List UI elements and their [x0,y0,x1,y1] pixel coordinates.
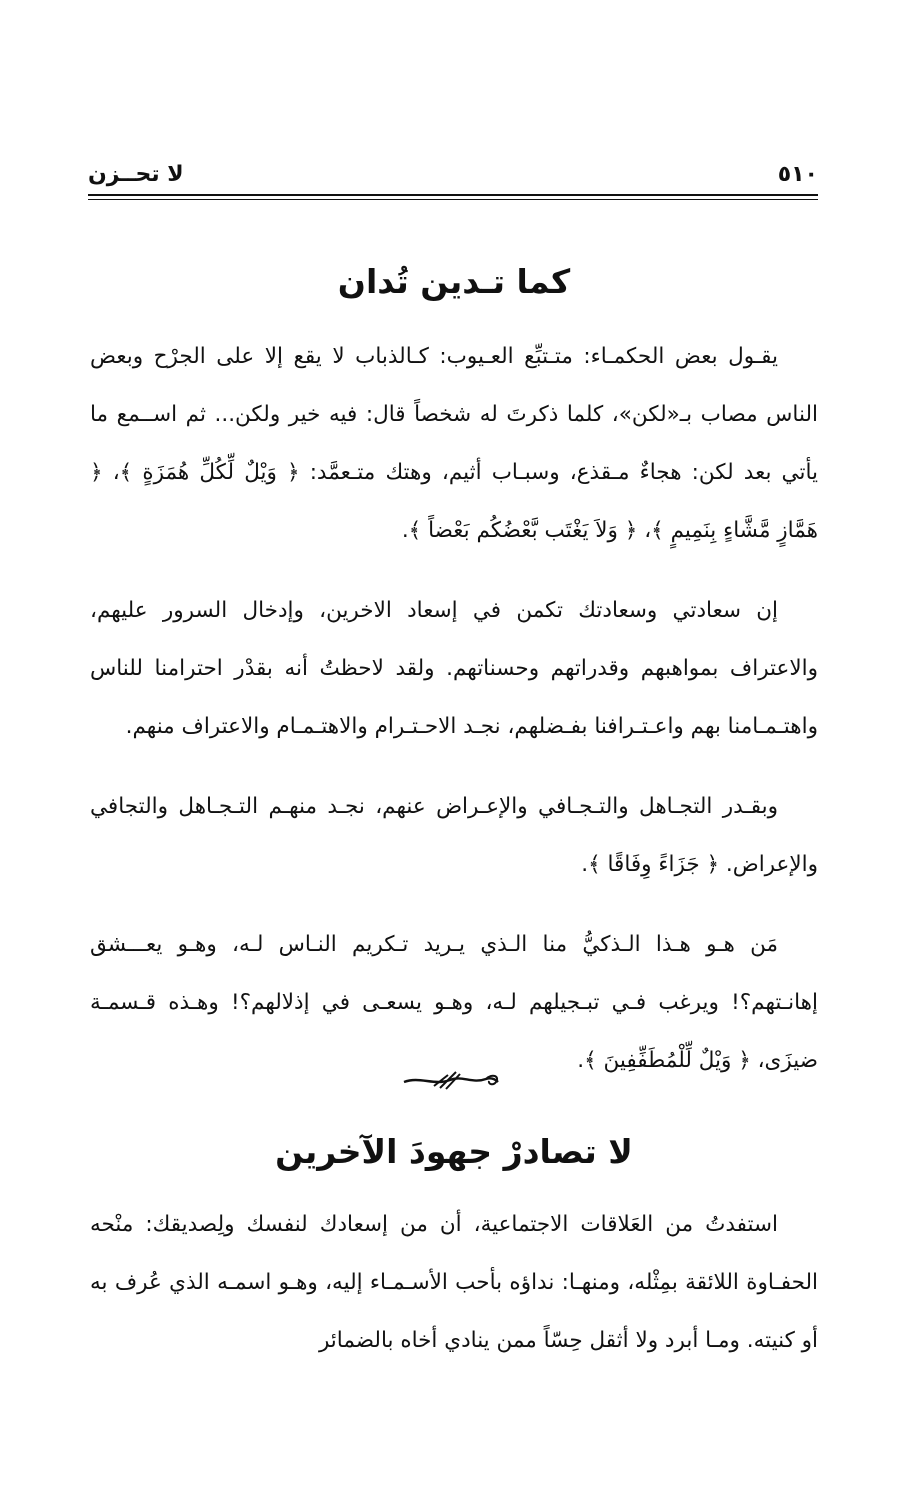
paragraph: إن سعادتي وسعادتك تكمن في إسعاد الاخرين، وإدخال السرور عليهم، والاعتراف بمواهبهم وقدراتهم وحسناتهم. ولقد لاحظتُ أنه بقدْر احترامنا للناس واهتـمـامنا بهم واعـتـرافنا بفـضلهم، نجـد الاحـتـرام والاهتـمـام والاعتراف منهم. [90,598,818,739]
book-title: لا تحــزن [88,162,184,187]
paragraph: استفدتُ من العَلاقات الاجتماعية، أن من إسعادك لنفسك ولِصديقك: منْحه الحفـاوة اللائقة بمِثْله، ومنهـا: نداؤه بأحب الأسـمـاء إليه، وهـو اسمـه الذي عُرف به أو كنيته. ومـا أبرد ولا أثقل حِسّاً ممن ينادي أخاه بالضمائر [90,1212,818,1353]
running-header [88,162,818,188]
header-rule-thick [88,194,818,196]
paragraph: وبقـدر التجـاهل والتـجـافي والإعـراض عنهم، نجـد منهـم التـجـاهل والتجافي والإعراض. ﴿ جَزَاءً وِفَاقًا ﴾. [90,794,818,877]
section-body [90,1196,818,1370]
section-title: لا تصادرْ جهودَ الآخرين [275,1132,633,1171]
section-body [90,328,818,1090]
page-number: ٥١٠ [777,162,818,187]
section-divider-ornament-icon [400,1068,502,1092]
section-title: كما تـدين تُدان [337,262,571,301]
paragraph: مَن هـو هـذا الـذكيُّ منا الـذي يـريد تـكريم النـاس لـه، وهـو يعـــشق إهانـتهم؟! ويرغب فـي تبـجيلهم لـه، وهـو يسعـى في إذلالهم؟! وهـذه قـسمـة ضيزَى، ﴿ وَيْلٌ لِّلْمُطَفِّفِينَ ﴾. [90,932,818,1073]
paragraph: يقـول بعض الحكمـاء: متـتبِّع العـيوب: كـالذباب لا يقع إلا على الجرْح وبعض الناس مصاب بـ«لكن»، كلما ذكرتَ له شخصاً قال: فيه خير ولكن... ثم اســمع ما يأتي بعد لكن: هجاءٌ مـقذع، وسبـاب أثيم، وهتك متـعمَّد: ﴿ وَيْلٌ لِّكُلِّ هُمَزَةٍ ﴾، ﴿ هَمَّازٍ مَّشَّاءٍ بِنَمِيمٍ ﴾، ﴿ وَلاَ يَغْتَب بَّعْضُكُم بَعْضاً ﴾. [90,344,818,543]
header-rule-thin [88,199,818,200]
